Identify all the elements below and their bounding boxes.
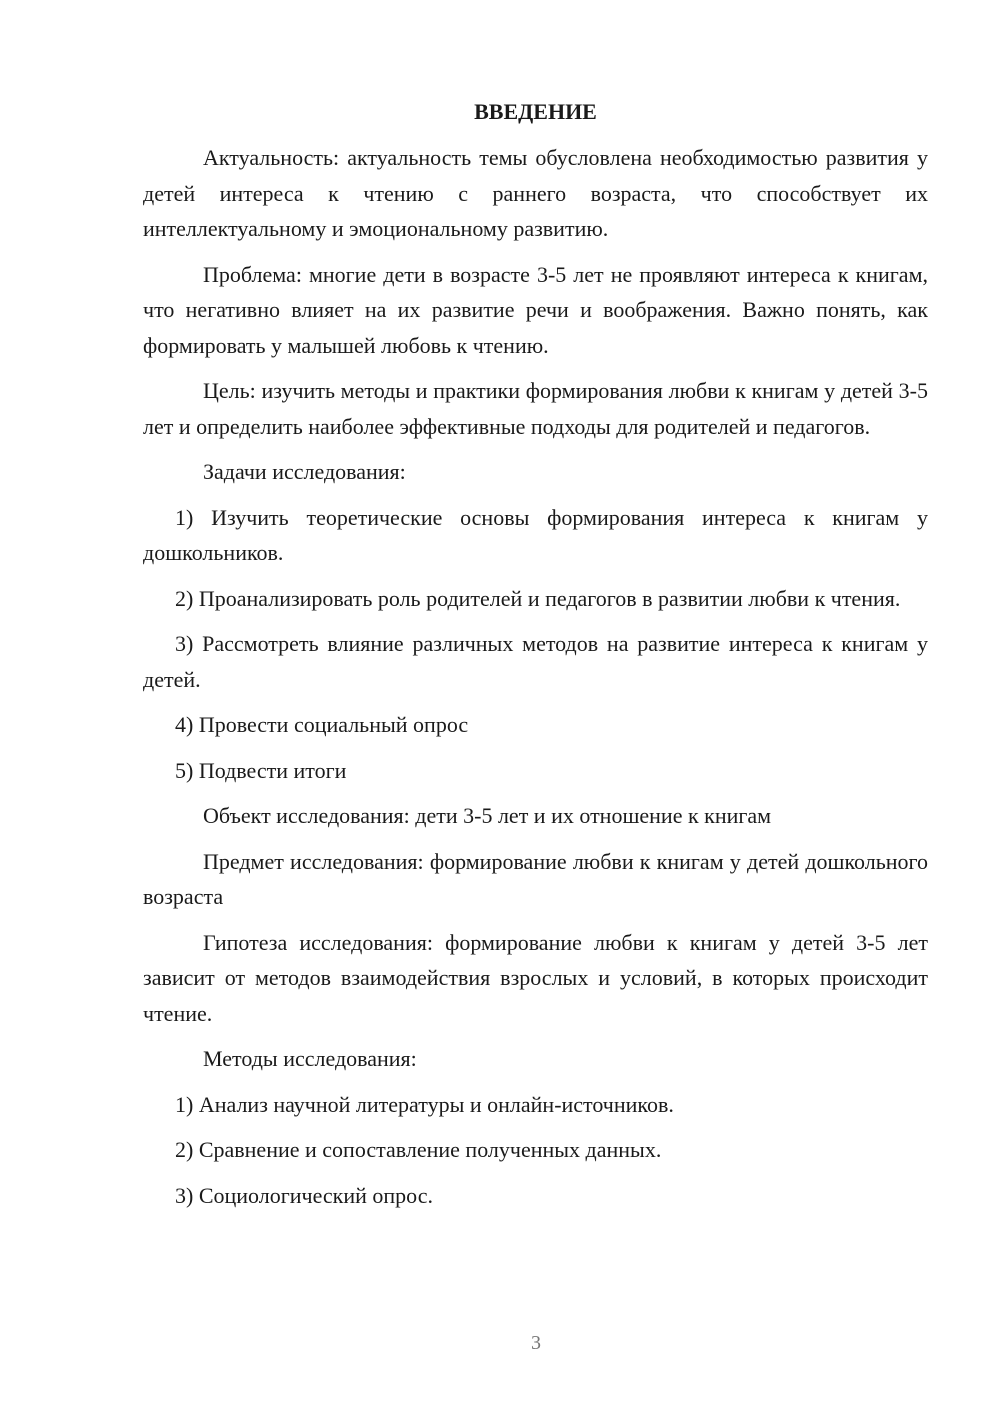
- paragraph-object: Объект исследования: дети 3-5 лет и их отношение к книгам: [203, 803, 772, 828]
- paragraph-problem: Проблема: многие дети в возрасте 3-5 лет не проявляют интереса к книгам, что негативно влияет на их развитие речи и воображения. Важно понять, как формировать у малышей любовь к чтению.: [143, 261, 928, 358]
- paragraph-methods-heading: Методы исследования:: [203, 1046, 417, 1071]
- task-item-5: 5) Подвести итоги: [175, 757, 347, 783]
- page-number: 3: [531, 1332, 541, 1354]
- page-content: [143, 94, 928, 1223]
- method-item-3: 3) Социологический опрос.: [175, 1182, 433, 1208]
- method-item-1: 1) Анализ научной литературы и онлайн-источников.: [175, 1091, 674, 1117]
- paragraph-goal: Цель: изучить методы и практики формирования любви к книгам у детей 3-5 лет и определить наиболее эффективные подходы для родителей и педагогов.: [143, 378, 928, 439]
- paragraph-hypothesis: Гипотеза исследования: формирование любви к книгам у детей 3-5 лет зависит от методов взаимодействия взрослых и условий, в которых происходит чтение.: [143, 929, 928, 1026]
- task-item-1: 1) Изучить теоретические основы формирования интереса к книгам у дошкольников.: [143, 504, 928, 565]
- task-item-3: 3) Рассмотреть влияние различных методов на развитие интереса к книгам у детей.: [143, 631, 928, 692]
- paragraph-subject: Предмет исследования: формирование любви к книгам у детей дошкольного возраста: [143, 848, 928, 909]
- paragraph-tasks-heading: Задачи исследования:: [203, 459, 406, 484]
- task-item-4: 4) Провести социальный опрос: [175, 712, 469, 737]
- method-item-2: 2) Сравнение и сопоставление полученных данных.: [175, 1137, 662, 1162]
- section-title: ВВЕДЕНИЕ: [474, 99, 597, 124]
- paragraph-relevance: Актуальность: актуальность темы обусловлена необходимостью развития у детей интереса к чтению с раннего возраста, что способствует их интеллектуальному и эмоциональному развитию.: [143, 145, 928, 241]
- task-item-2: 2) Проанализировать роль родителей и педагогов в развитии любви к чтения.: [175, 585, 901, 611]
